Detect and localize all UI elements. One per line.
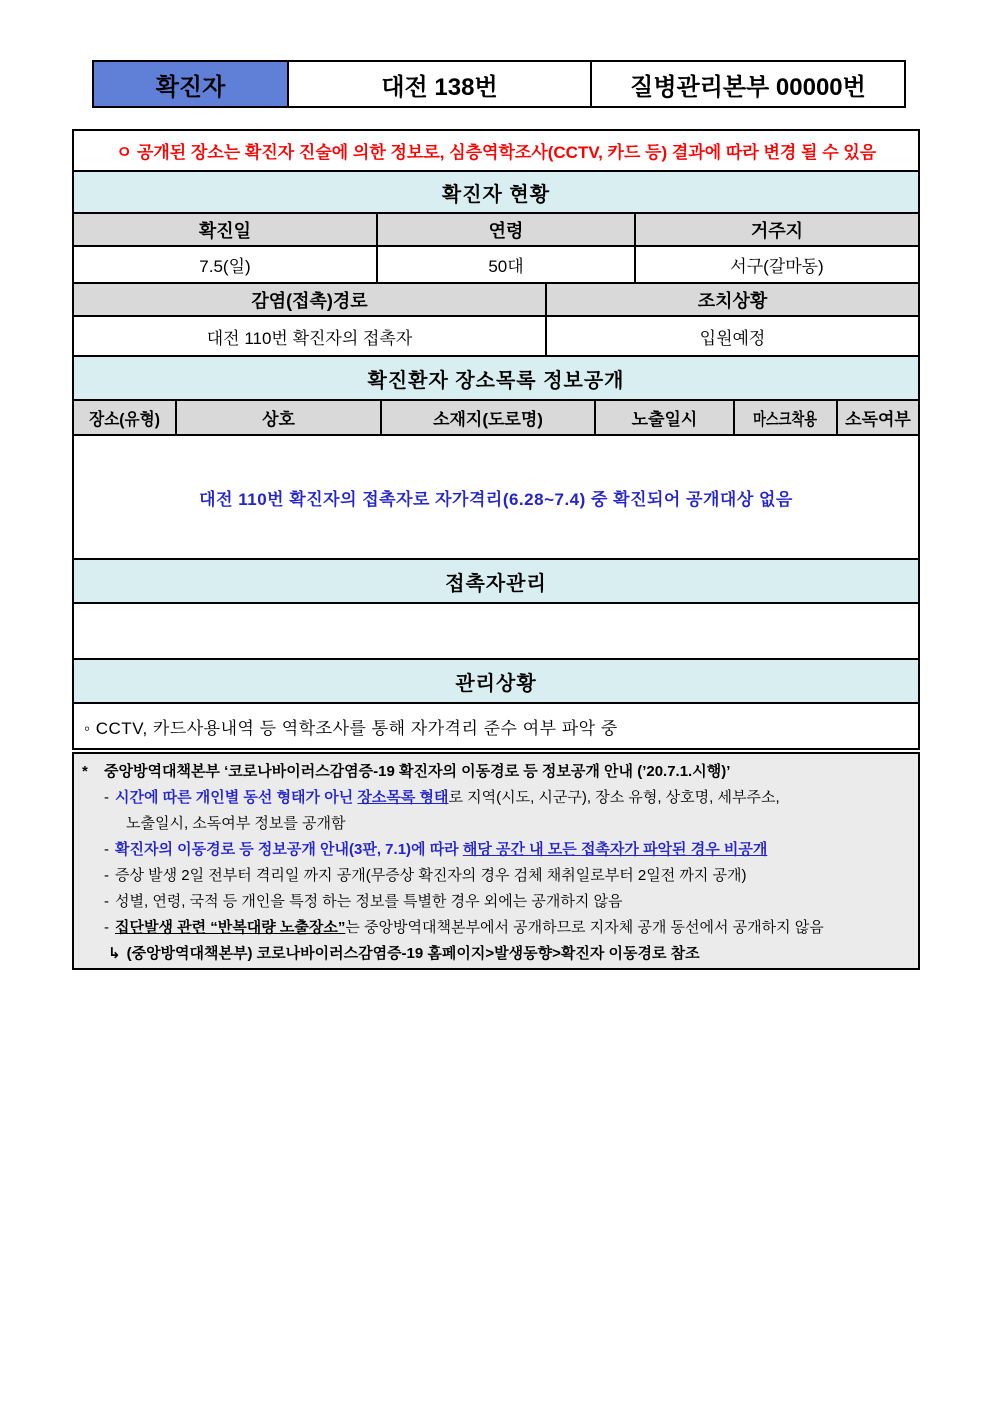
col-header-infection-route: 감염(접촉)경로 [251,290,368,311]
status-value-row [74,245,918,282]
value-action-status: 입원예정 [545,317,918,355]
section-title-contact: 접촉자관리 [74,558,918,602]
col-header-mask-worn: 마스크착용 [733,401,836,434]
value-residence: 서구(갈마동) [634,247,918,282]
route-header-row [74,282,918,315]
return-arrow-icon: ↳ [108,945,121,962]
kcdc-number-cell: 질병관리본부 00000번 [590,62,904,106]
footnote-line-1: * 중앙방역대책본부 ‘코로나바이러스감염증-19 확진자의 이동경로 등 정보공개 안내 (’20.7.1.시행)’ [82,759,910,785]
case-header-table [92,60,906,108]
section-title-management: 관리상황 [74,658,918,702]
col-header-action-status: 조치상황 [545,284,918,315]
footnote-line-8: ↳ (중앙방역대책본부) 코로나바이러스감염증-19 홈페이지>발생동향>확진자 이동경로 참조 [82,941,910,967]
section-title-status: 확진자 현황 [74,170,918,212]
col-header-confirm-date: 확진일 [198,220,252,241]
case-number-cell: 대전 138번 [287,62,590,106]
footnote-line-5: - 증상 발생 2일 전부터 격리일 까지 공개(무증상 확진자의 경우 검체 채취일로부터 2일전 까지 공개) [104,867,747,884]
value-confirm-date: 7.5(일) [199,257,251,276]
status-header-row [74,212,918,245]
footnote-line-6: - 성별, 연령, 국적 등 개인을 특정 하는 정보를 특별한 경우 외에는 공개하지 않음 [104,893,623,910]
route-value-row [74,315,918,355]
col-header-business-name: 상호 [175,401,380,434]
col-header-disinfection: 소독여부 [836,401,918,434]
contact-content-row [74,602,918,658]
col-header-address: 소재지(도로명) [380,401,594,434]
footnote-asterisk: * [82,763,88,780]
col-header-age: 연령 [376,214,634,245]
footnote-line-2: - 시간에 따른 개인별 동선 형태가 아닌 장소목록 형태로 지역(시도, 시군구), 장소 유형, 상호명, 세부주소, [104,789,780,806]
value-infection-route: 대전 110번 확진자의 접촉자 [206,328,413,348]
places-column-header-row [74,399,918,434]
places-empty-note: 대전 110번 확진자의 접촉자로 자가격리(6.28~7.4) 중 확진되어 공개대상 없음 [74,434,918,558]
footnote-box [72,752,920,970]
footnote-line-4: - 확진자의 이동경로 등 정보공개 안내(3판, 7.1)에 따라 해당 공간 내 모든 접촉자가 파악된 경우 비공개 [104,841,768,858]
case-info-table [72,129,920,750]
col-header-residence: 거주지 [634,214,918,245]
disclosure-notice: ㅇ 공개된 장소는 확진자 진술에 의한 정보로, 심층역학조사(CCTV, 카드 등) 결과에 따라 변경 될 수 있음 [115,143,877,162]
col-header-exposure-time: 노출일시 [594,401,733,434]
management-note: ◦ CCTV, 카드사용내역 등 역학조사를 통해 자가격리 준수 여부 파악 중 [74,702,918,748]
section-title-places: 확진환자 장소목록 정보공개 [74,355,918,399]
footnote-line-7: - 집단발생 관련 “반복대량 노출장소”는 중앙방역대책본부에서 공개하므로 지자체 공개 동선에서 공개하지 않음 [104,919,824,936]
col-header-place-type: 장소(유형) [89,410,160,429]
value-age: 50대 [376,247,634,282]
case-type-badge: 확진자 [94,62,287,106]
footnote-line-3: 노출일시, 소독여부 정보를 공개함 [126,815,346,832]
